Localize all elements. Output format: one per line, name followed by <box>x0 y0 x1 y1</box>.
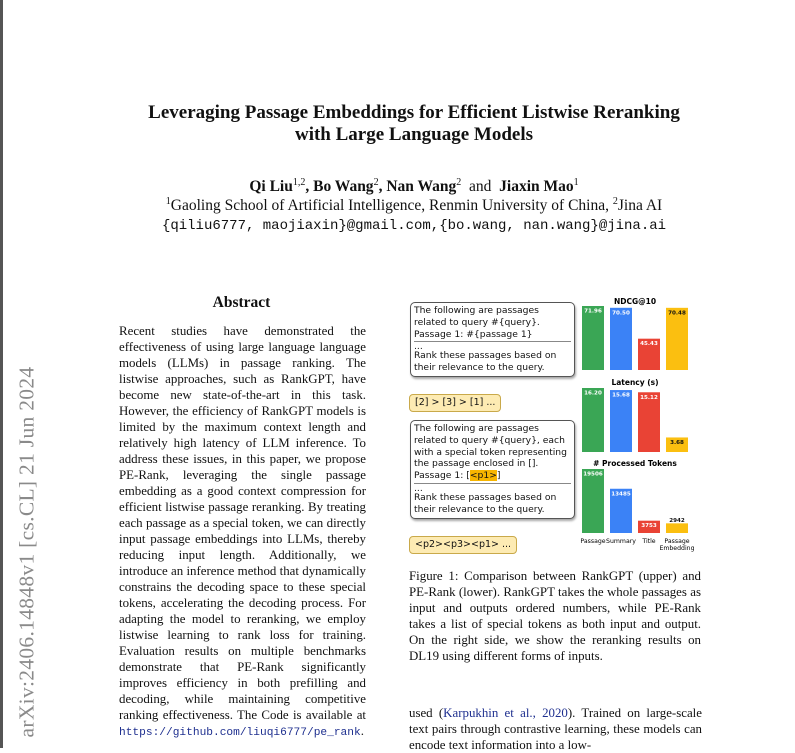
bar-0-3 <box>666 308 688 370</box>
abstract-heading: Abstract <box>212 294 271 311</box>
chart-title: NDCG@10 <box>613 297 657 306</box>
author-3-sup: 2 <box>456 176 462 188</box>
bar-1-1 <box>610 390 632 452</box>
paper-title <box>80 102 748 146</box>
perank-prompt-box <box>410 420 575 519</box>
rankgpt-output: [2] > [3] > [1] ... <box>409 394 501 412</box>
rankgpt-prompt-box <box>410 302 575 377</box>
bar-value-label: 3753 <box>641 523 657 530</box>
affiliations <box>80 196 748 216</box>
prompt1-line: Rank these passages based on <box>414 350 557 362</box>
title-line-2: with Large Language Models <box>294 124 534 145</box>
prompt1-line: their relevance to the query. <box>414 362 545 374</box>
arxiv-stamp: arXiv:2406.14848v1 [cs.CL] 21 Jun 2024 <box>14 366 39 738</box>
prompt1-line: The following are passages <box>414 305 539 316</box>
bar-value-label: 15.12 <box>640 394 658 401</box>
bar-2-3 <box>666 523 688 533</box>
abstract-body: Recent studies have demonstrated the effectiveness of using large language language models (LLMs) in passage ranking. The listwise approaches, such as RankGPT, have become new state-of-the-art in this task. However, the efficiency of RankGPT models is limited by the maximum context length and relatively high latency of LLM inference. To address these issues, in this paper, we propose PE-Rank, leveraging the single passage embedding as a good context compression for efficient listwise passage reranking. By treating each passage as a special token, we can directly input passage embeddings into LLMs, thereby reducing input length. Additionally, we introduce an inference method that dynamically constrains the decoding space to these special tokens, accelerating the decoding process. For adapting the model to reranking, we employ listwise learning to rank loss for training. Evaluation results on multiple benchmarks demonstrate that PE-Rank significantly improves efficiency in both prefilling and decoding, while maintaining competitive ranking effectiveness. The Code is available at <box>119 324 366 722</box>
affil-1-sup: 1 <box>165 195 171 207</box>
prompt1-line: ... <box>414 341 423 353</box>
x-tick-label: Title <box>642 538 656 545</box>
prompt2-line: the passage enclosed in []. <box>414 458 539 470</box>
results-charts <box>578 294 703 554</box>
prompt2-line: with a special token representing <box>414 446 567 458</box>
prompt2-prefix: Passage 1: [ <box>414 470 470 482</box>
x-tick-label: Embedding <box>659 545 695 552</box>
bar-0-0 <box>582 306 604 370</box>
prompt2-divider <box>414 483 571 484</box>
prompt2-line: their relevance to the query. <box>414 503 545 515</box>
prompt1-line: Passage 1: #{passage 1} <box>414 328 533 340</box>
x-tick-label: Passage <box>664 538 690 545</box>
bar-value-label: 15.68 <box>612 392 630 399</box>
prompt2-line: ... <box>414 482 423 494</box>
bar-value-label: 70.48 <box>668 310 686 317</box>
title-line-1: Leveraging Passage Embeddings for Efficient Listwise Reranking <box>148 102 680 123</box>
author-and: and <box>469 178 492 195</box>
body-pre: used ( <box>409 706 444 720</box>
prompt2-line: related to query #{query}, each <box>414 434 565 446</box>
author-list: Qi Liu$^{1,2}$, Bo Wang$^2$, Nan Wang$^2$ and Jiaxin Mao$^1$ <box>249 176 579 195</box>
author-2: Bo Wang <box>313 178 374 195</box>
bar-value-label: 13485 <box>611 491 631 498</box>
prompt1-line: related to query #{query}. <box>414 316 540 328</box>
prompt1-divider <box>414 341 571 342</box>
author-3: Nan Wang <box>386 178 457 195</box>
code-link[interactable]: https://github.com/liuqi6777/pe_rank <box>119 727 361 739</box>
bar-1-0 <box>582 388 604 452</box>
author-2-sup: 2 <box>373 176 379 188</box>
citation-link[interactable]: Karpukhin et al., 2020 <box>443 706 568 720</box>
prompt2-line: The following are passages <box>414 423 539 434</box>
prompt2-line <box>414 470 571 482</box>
x-tick-label: Passage <box>580 538 606 545</box>
affil-2: Jina AI <box>617 197 663 214</box>
prompt2-suffix: ] <box>496 470 501 482</box>
bar-value-label: 70.50 <box>612 310 630 317</box>
bar-1-2 <box>638 392 660 452</box>
abstract-text <box>119 323 366 741</box>
prompt2-line: Rank these passages based on <box>414 491 557 503</box>
bar-0-1 <box>610 308 632 370</box>
author-1: Qi Liu <box>249 178 293 195</box>
perank-output: <p2><p3><p1> ... <box>409 536 517 554</box>
figure-caption: Figure 1: Comparison between RankGPT (upper) and PE-Rank (lower). RankGPT takes the whole passages as input and outputs ordered numbers, while PE-Rank takes a list of special tokens as both input and output. On the right side, we show the reranking results on DL19 using different forms of inputs. <box>409 569 701 663</box>
bar-value-label: 2942 <box>669 517 685 524</box>
chart-title: # Processed Tokens <box>593 459 677 468</box>
p1-token: <p1> <box>469 470 497 482</box>
author-emails: {qiliu6777, maojiaxin}@gmail.com,{bo.wang, nan.wang}@jina.ai <box>161 218 667 234</box>
bar-2-0 <box>582 469 604 533</box>
bar-value-label: 71.96 <box>584 308 602 315</box>
bar-value-label: 45.43 <box>640 341 658 348</box>
bar-value-label: 16.20 <box>584 390 602 397</box>
author-4: Jiaxin Mao <box>499 178 574 195</box>
x-tick-label: Summary <box>606 538 636 545</box>
affil-1: Gaoling School of Artificial Intelligence, Renmin University of China, <box>170 197 609 214</box>
author-1-sup: 1,2 <box>292 176 306 188</box>
abstract-end: . <box>360 724 364 738</box>
body-post: ). Trained on large-scale text pairs through contrastive learning, these models can encode text information into a low- <box>409 706 702 752</box>
affil-2-sup: 2 <box>612 195 618 207</box>
page-edge <box>0 0 3 748</box>
author-4-sup: 1 <box>573 176 579 188</box>
bar-value-label: 3.68 <box>670 439 684 446</box>
body-text-right <box>409 705 702 753</box>
chart-title: Latency (s) <box>611 378 659 387</box>
bar-value-label: 19506 <box>583 471 603 478</box>
